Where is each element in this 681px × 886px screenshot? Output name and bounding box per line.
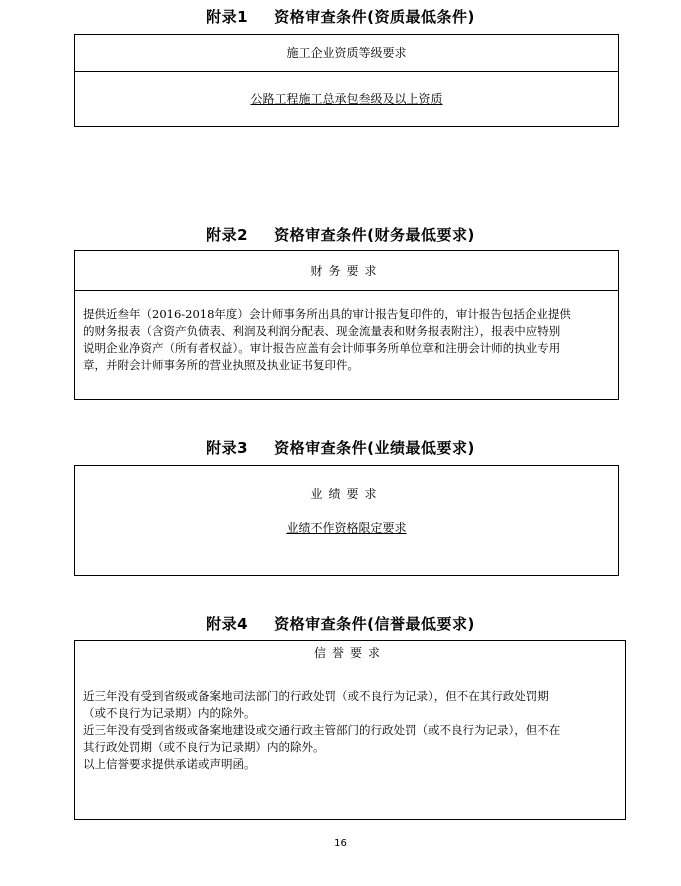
appendix3-table	[74, 465, 619, 576]
appendix4-table	[74, 640, 626, 820]
appendix4-line: 其行政处罚期（或不良行为记录期）内的除外。	[83, 740, 325, 754]
appendix1-title: 资格审查条件(资质最低条件)	[274, 8, 475, 26]
appendix4-title: 资格审查条件(信誉最低要求)	[274, 615, 475, 633]
appendix3-title: 资格审查条件(业绩最低要求)	[274, 439, 475, 457]
appendix1-heading	[0, 6, 681, 27]
appendix4-line: 近三年没有受到省级或备案地建设或交通行政主管部门的行政处罚（或不良行为记录），但不在	[83, 723, 561, 737]
appendix2-content	[75, 291, 618, 374]
appendix3-content-cell	[75, 502, 618, 536]
appendix2-line: 章，并附会计师事务所的营业执照及执业证书复印件。	[83, 358, 359, 372]
appendix3-header-cell	[75, 466, 618, 502]
appendix4-header: 信誉要求	[313, 646, 386, 660]
appendix1-table	[74, 34, 619, 127]
appendix2-header: 财务要求	[310, 264, 383, 278]
appendix1-header-cell	[75, 35, 618, 72]
appendix1-label: 附录1	[206, 8, 249, 26]
appendix4-header-cell	[75, 641, 625, 661]
appendix2-header-cell	[75, 251, 618, 291]
appendix1-header: 施工企业资质等级要求	[286, 46, 407, 60]
appendix2-table	[74, 250, 619, 400]
appendix2-heading	[0, 224, 681, 245]
appendix2-line: 提供近叁年（2016-2018年度）会计师事务所出具的审计报告复印件的，审计报告包括企业提供	[83, 307, 571, 321]
appendix2-line: 的财务报表（含资产负债表、利润及利润分配表、现金流量表和财务报表附注），报表中应特别	[83, 324, 561, 338]
appendix2-title: 资格审查条件(财务最低要求)	[274, 226, 475, 244]
page-number: 16	[334, 838, 347, 849]
appendix4-content	[75, 661, 625, 773]
appendix4-line: 近三年没有受到省级或备案地司法部门的行政处罚（或不良行为记录），但不在其行政处罚期	[83, 689, 549, 703]
appendix2-label: 附录2	[206, 226, 249, 244]
appendix3-header: 业绩要求	[310, 487, 383, 501]
appendix4-line: （或不良行为记录期）内的除外。	[83, 706, 256, 720]
appendix3-label: 附录3	[206, 439, 249, 457]
appendix3-heading	[0, 437, 681, 458]
appendix4-heading	[0, 613, 681, 634]
appendix1-content: 公路工程施工总承包叁级及以上资质	[250, 92, 443, 106]
appendix1-content-cell	[75, 72, 618, 125]
appendix2-line: 说明企业净资产（所有者权益）。审计报告应盖有会计师事务所单位章和注册会计师的执业专用	[83, 341, 561, 355]
appendix4-label: 附录4	[206, 615, 249, 633]
appendix4-line: 以上信誉要求提供承诺或声明函。	[83, 757, 256, 771]
appendix3-content: 业绩不作资格限定要求	[286, 521, 407, 535]
